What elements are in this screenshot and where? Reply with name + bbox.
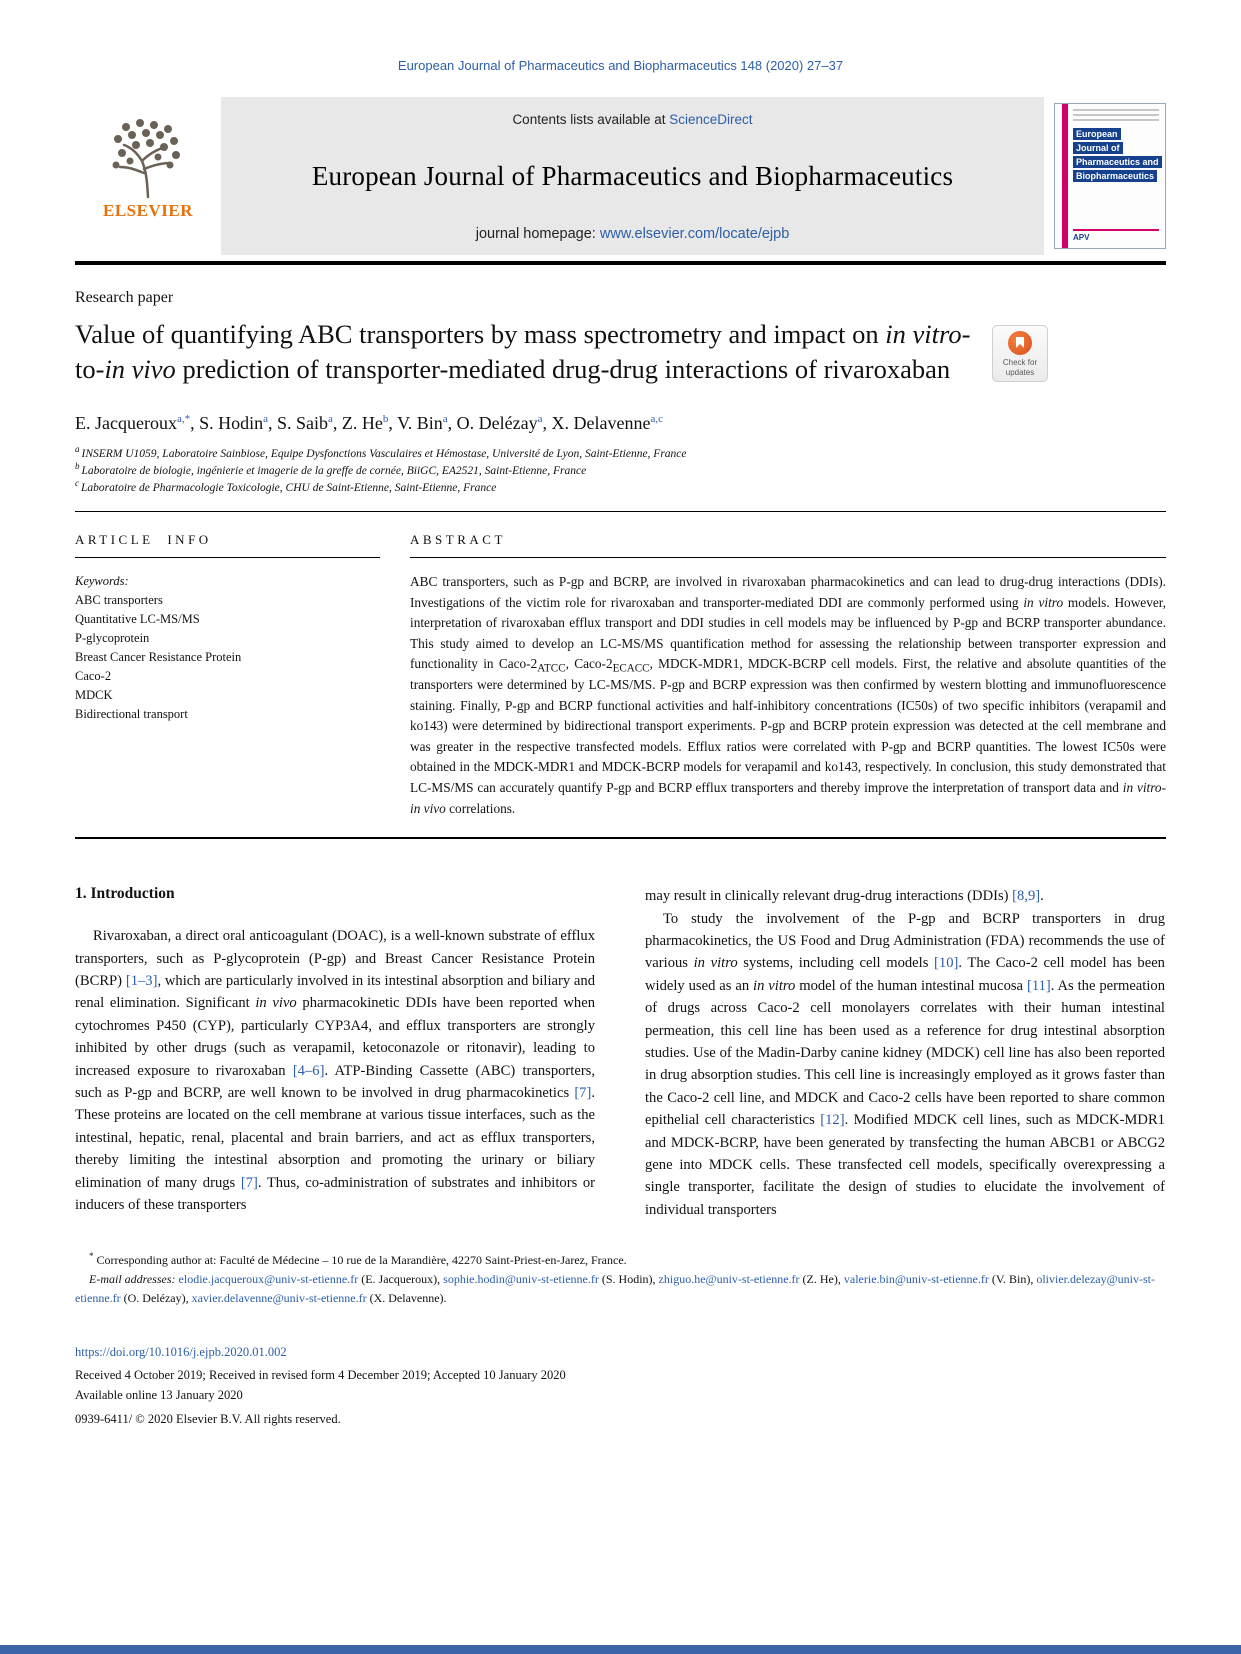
footer-meta xyxy=(75,1342,1166,1429)
text-run: . The Caco-2 cell model has been widely used as an xyxy=(645,955,1165,994)
email-link[interactable]: sophie.hodin@univ-st-etienne.fr xyxy=(443,1272,599,1287)
text-run: (O. Delézay), xyxy=(120,1291,192,1306)
text-run: systems, including cell models xyxy=(737,955,935,972)
abstract-column xyxy=(410,512,1166,819)
text-run: pharmacokinetic DDIs have been reported when cytochromes P450 (CYP), particularly CYP3A4, and efflux transporters are strongly inhibited by other drugs (such as verapamil, ketoconazole or ritonavir), leading to increased exposure to rivaroxaban xyxy=(75,995,595,1079)
italic-text: in vivo xyxy=(104,354,176,384)
corresponding-author-note xyxy=(75,1251,1166,1270)
affiliation-text: Laboratoire de Pharmacologie Toxicologie, CHU de Saint-Etienne, Saint-Etienne, France xyxy=(81,482,497,494)
author-affiliation-link[interactable]: a xyxy=(328,413,333,425)
email-link[interactable]: zhiguo.he@univ-st-etienne.fr xyxy=(658,1272,800,1287)
text-run: (X. Delavenne). xyxy=(366,1291,447,1306)
cover-title xyxy=(1073,128,1162,184)
article-info-heading-rule xyxy=(75,557,380,558)
text-run: * xyxy=(89,1251,94,1262)
abstract-heading-rule xyxy=(410,557,1166,558)
masthead-center xyxy=(221,97,1044,255)
journal-homepage-link[interactable]: www.elsevier.com/locate/ejpb xyxy=(599,226,790,242)
journal-masthead xyxy=(75,97,1166,255)
footnotes xyxy=(75,1251,1166,1308)
text-run: . ATP-Binding Cassette (ABC) transporters, such as P-gp and BCRP, are well known to be involved in drug pharmacokinetics xyxy=(75,1062,596,1101)
text-run: Corresponding author at: Faculté de Médecine – 10 rue de la Marandière, 42270 Saint-Priest-en-Jarez, France. xyxy=(93,1253,627,1268)
keyword: Breast Cancer Resistance Protein xyxy=(75,650,242,664)
reference-link[interactable]: [8,9] xyxy=(1012,888,1041,905)
crossmark-icon xyxy=(1008,331,1032,355)
available-online: Available online 13 January 2020 xyxy=(75,1388,243,1403)
author-affiliation-link[interactable]: a xyxy=(537,413,543,425)
text-run: correlations. xyxy=(445,800,516,816)
text-run: , X. Delavenne xyxy=(542,413,651,433)
text-run: , Z. He xyxy=(332,413,383,433)
crossmark-bookmark-icon xyxy=(1016,337,1024,348)
text-run: . These proteins are located on the cell membrane at various tissue interfaces, such as the intestinal, hepatic, renal, placental and brain barriers, and act as efflux transporters, thereby limiting the intestinal absorption and promoting the urinary or biliary elimination of many drugs xyxy=(75,1084,595,1191)
cover-title-line: Journal of xyxy=(1073,142,1123,154)
keywords-block xyxy=(75,572,380,724)
italic-text: in vivo xyxy=(255,995,297,1012)
contents-prefix: Contents lists available at xyxy=(512,112,670,127)
elsevier-logo[interactable] xyxy=(75,97,221,255)
doi-link[interactable]: https://doi.org/10.1016/j.ejpb.2020.01.002 xyxy=(75,1345,287,1360)
italic-text: E-mail addresses: xyxy=(89,1272,179,1287)
issn-copyright: 0939-6411/ © 2020 Elsevier B.V. All rights reserved. xyxy=(75,1412,341,1427)
text-run: , MDCK-MDR1, MDCK-BCRP cell models. First, the relative and absolute quantities of the transporters were determined by LC-MS/MS. P-gp and BCRP expression was then confirmed by western blotting and immunofluorescence staining. Finally, P-gp and BCRP functional activities and half-inhibitory concentrations (IC50s) of two specific inhibitors (verapamil and ko143) were determined by bidirectional transport experiments. P-gp and BCRP protein expression was detected at the cell membrane and was greater in the respective transfected models. Efflux ratios were correlated with P-gp and BCRP quantities. The lowest IC50s were obtained in the MDCK-MDR1 and MDCK-BCRP models for verapamil and ko143, respectively. In conclusion, this study demonstrated that LC-MS/MS can accurately quantify P-gp and BCRP efflux transporters and thereby improve the interpretation of transport data and xyxy=(410,656,1167,795)
text-run: E. Jacqueroux xyxy=(75,413,177,433)
email-link[interactable]: xavier.delavenne@univ-st-etienne.fr xyxy=(191,1291,367,1306)
article-title xyxy=(75,317,980,387)
journal-cover-thumbnail[interactable] xyxy=(1054,103,1166,249)
intro-right-column xyxy=(645,885,1165,1221)
keyword: Caco-2 xyxy=(75,669,112,683)
intro-paragraph-right-1 xyxy=(645,885,1165,907)
reference-link[interactable]: [7] xyxy=(240,1174,258,1191)
keyword: Bidirectional transport xyxy=(75,707,188,721)
reference-link[interactable]: [7] xyxy=(574,1084,592,1101)
keyword: MDCK xyxy=(75,688,113,702)
cover-title-line: European xyxy=(1073,128,1121,140)
italic-text: in vitro xyxy=(753,977,796,994)
affiliation xyxy=(75,463,1166,480)
reference-link[interactable]: [1–3] xyxy=(125,972,158,989)
text-run: (V. Bin), xyxy=(988,1272,1037,1287)
author-affiliation-link[interactable]: a,* xyxy=(176,413,191,425)
section-divider-bottom xyxy=(75,837,1166,839)
cover-top-lines xyxy=(1073,109,1159,121)
reference-link[interactable]: [11] xyxy=(1026,977,1051,994)
bottom-bar xyxy=(0,1645,1241,1654)
affiliation-sup: b xyxy=(75,461,80,472)
author-affiliation-link[interactable]: a xyxy=(263,413,269,425)
cover-magenta-stripe xyxy=(1062,104,1068,248)
check-line-2: updates xyxy=(1005,367,1035,377)
affiliation-text: Laboratoire de biologie, ingénierie et imagerie de la greffe de cornée, BiiGC, EA2521, Saint-Etienne, France xyxy=(81,465,587,477)
text-run: To study the involvement of the P-gp and BCRP transporters in drug pharmacokinetics, the US Food and Drug Administration (FDA) recommends the use of various xyxy=(645,910,1165,972)
author-list xyxy=(75,413,1166,434)
info-abstract-section xyxy=(75,512,1166,819)
introduction-heading: 1. Introduction xyxy=(75,885,175,903)
author-affiliation-link[interactable]: a xyxy=(442,413,448,425)
text-run: may result in clinically relevant drug-drug interactions (DDIs) xyxy=(645,888,1013,905)
text-run: . As the permeation of drugs across Caco-2 cell monolayers correlates with their human intestinal permeation, this cell line has been used as a reference for drug intestinal absorption studies. Use of the Madin-Darby canine kidney (MDCK) cell line has also been reported in drug absorption studies. This cell line is increasingly employed as it grows faster than the Caco-2 cell line, and MDCK and Caco-2 cells have been reported to share common epithelial cell characteristics xyxy=(645,977,1165,1129)
keyword: ABC transporters xyxy=(75,593,163,607)
text-run: (E. Jacqueroux), xyxy=(358,1272,444,1287)
italic-text: in vitro xyxy=(1023,594,1064,610)
italic-text: in vitro xyxy=(885,319,962,349)
text-run: ATCC xyxy=(537,663,566,676)
text-run: (Z. He), xyxy=(799,1272,844,1287)
check-line-1: Check for xyxy=(1002,358,1038,367)
journal-citation-link[interactable]: European Journal of Pharmaceutics and Biopharmaceutics 148 (2020) 27–37 xyxy=(397,58,844,73)
article-info-column xyxy=(75,512,380,819)
text-run: . Thus, co-administration of substrates and inhibitors or inducers of these transporters xyxy=(75,1174,595,1213)
text-run: Rivaroxaban, a direct oral anticoagulant (DOAC), is a well-known substrate of efflux transporters, such as P-glycoprotein (P-gp) and Breast Cancer Resistance Protein (BCRP) xyxy=(75,928,595,989)
cover-title-line: Biopharmaceutics xyxy=(1073,170,1157,182)
keyword: P-glycoprotein xyxy=(75,631,150,645)
received-dates: Received 4 October 2019; Received in revised form 4 December 2019; Accepted 10 January 2020 xyxy=(75,1368,566,1383)
text-run: prediction of transporter-mediated drug-drug interactions of rivaroxaban xyxy=(175,354,951,384)
reference-link[interactable]: [4–6] xyxy=(292,1062,325,1079)
email-link[interactable]: valerie.bin@univ-st-etienne.fr xyxy=(843,1272,989,1287)
check-for-updates-badge[interactable] xyxy=(992,325,1048,382)
text-run: , Caco-2 xyxy=(565,656,613,672)
text-run: ECACC xyxy=(612,663,650,676)
text-run: . xyxy=(1040,888,1044,905)
text-run: , which are particularly involved in its intestinal absorption and biliary and renal elimination. Significant xyxy=(75,972,595,1012)
author-affiliation-link[interactable]: b xyxy=(382,413,389,425)
title-row xyxy=(75,317,1166,387)
italic-text: in vitro-in vivo xyxy=(410,779,1166,816)
article-info-heading: ARTICLE INFO xyxy=(75,532,212,547)
keywords-label: Keywords: xyxy=(75,574,129,588)
intro-left-column xyxy=(75,885,595,1221)
cover-footer-logo: APV xyxy=(1073,229,1159,243)
article-type-label: Research paper xyxy=(75,289,174,306)
text-run: ABC transporters, such as P-gp and BCRP, are involved in rivaroxaban pharmacokinetics and can lead to drug-drug interactions (DDIs). Investigations of the victim role for rivaroxaban and transporter-mediated DDI are commonly performed using xyxy=(410,574,1166,610)
sciencedirect-link[interactable]: ScienceDirect xyxy=(669,112,753,127)
text-run: Value of quantifying ABC transporters by mass spectrometry and impact on xyxy=(75,319,886,349)
elsevier-wordmark: ELSEVIER xyxy=(103,201,193,220)
affiliation-sup: a xyxy=(75,444,80,455)
abstract-text xyxy=(410,572,1166,819)
text-run: . Modified MDCK cell lines, such as MDCK-MDR1 and MDCK-BCRP, have been generated by transfecting the human ABCB1 or ABCG2 gene into MDCK cells. These transfected cell models, specifically overexpressing a single transporter, facilitate the design of studies to elucidate the involvement of individual transporters xyxy=(645,1112,1165,1218)
intro-paragraph-right-2 xyxy=(645,908,1165,1222)
affiliation-sup: c xyxy=(75,478,79,489)
reference-link[interactable]: [10] xyxy=(934,955,959,972)
introduction-section xyxy=(75,885,1166,1221)
affiliation xyxy=(75,480,1166,497)
email-link[interactable]: elodie.jacqueroux@univ-st-etienne.fr xyxy=(178,1272,359,1287)
abstract-heading: ABSTRACT xyxy=(410,532,506,547)
reference-link[interactable]: [12] xyxy=(820,1112,845,1129)
contents-line xyxy=(229,112,1036,127)
text-run: , S. Hodin xyxy=(190,413,264,433)
affiliation-text: INSERM U1059, Laboratoire Sainbiose, Equipe Dysfonctions Vasculaires et Hémostase, Université de Lyon, Saint-Etienne, France xyxy=(81,448,687,460)
cover-title-line: Pharmaceutics and xyxy=(1073,156,1162,168)
text-run: (S. Hodin), xyxy=(598,1272,659,1287)
text-run: models. However, interpretation of rivaroxaban efflux transport and DDI studies in cell models may be influenced by P-gp and BCRP transporter abundance. This study aimed to develop an LC-MS/MS quantification method for assessing the relationship between transporter expression and functionality in Caco-2 xyxy=(410,594,1166,672)
email-link[interactable]: olivier.delezay@univ-st-etienne.fr xyxy=(75,1272,1156,1306)
homepage-line xyxy=(229,226,1036,242)
italic-text: in vitro xyxy=(693,955,738,972)
text-run: , O. Delézay xyxy=(447,413,538,433)
keyword: Quantitative LC-MS/MS xyxy=(75,612,200,626)
author-affiliation-link[interactable]: a,c xyxy=(650,413,664,425)
text-run: , S. Saib xyxy=(268,413,329,433)
text-run: model of the human intestinal mucosa xyxy=(795,977,1027,994)
text-run: , V. Bin xyxy=(388,413,443,433)
affiliation xyxy=(75,446,1166,463)
masthead-divider xyxy=(75,261,1166,265)
text-run: -to- xyxy=(75,319,971,384)
elsevier-tree-icon xyxy=(106,113,190,199)
affiliations xyxy=(75,446,1166,497)
journal-title: European Journal of Pharmaceutics and Biopharmaceutics xyxy=(311,161,954,191)
intro-paragraph-left xyxy=(75,925,595,1216)
check-for-updates-label xyxy=(1003,358,1037,377)
homepage-prefix: journal homepage: xyxy=(475,226,600,242)
email-addresses-note xyxy=(75,1270,1166,1308)
